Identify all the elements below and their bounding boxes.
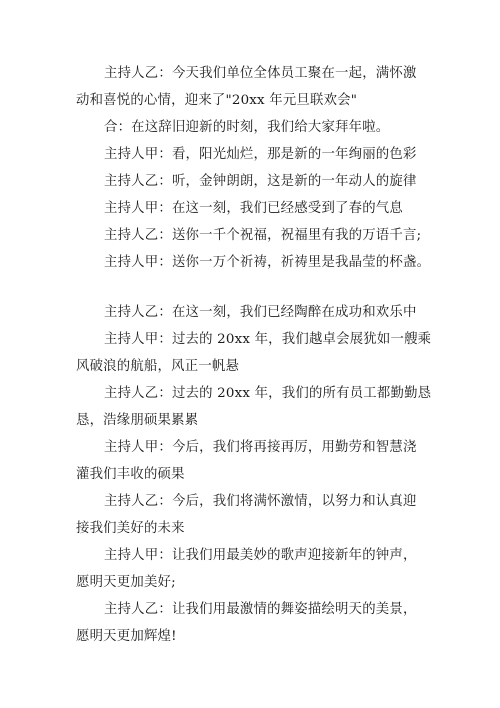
script-line: 主持人甲：今后，我们将再接再厉，用勤劳和智慧浇 [104,440,417,455]
script-line: 合：在这辞旧迎新的时刻，我们给大家拜年啦。 [104,120,390,135]
script-line: 动和喜悦的心情，迎来了"20xx 年元旦联欢会" [76,93,358,108]
script-line: 主持人乙：过去的 20xx 年，我们的所有员工都勤勤恳 [104,386,432,401]
script-line: 主持人甲：让我们用最美妙的歌声迎接新年的钟声， [104,548,417,563]
script-line: 接我们美好的未来 [76,521,185,536]
script-line: 灌我们丰收的硕果 [76,467,185,482]
script-line: 风破浪的航船，风正一帆悬 [76,359,240,374]
script-line: 恳，浩缘朋硕果累累 [76,413,199,428]
script-line: 主持人乙：送你一千个祝福，祝福里有我的万语千言; [104,228,422,243]
script-line: 愿明天更加美好; [76,575,176,590]
script-line: 主持人乙：今天我们单位全体员工聚在一起，满怀激 [104,66,417,81]
script-line: 主持人乙：让我们用最激情的舞姿描绘明天的美景， [104,602,417,617]
script-line: 主持人甲：送你一万个祈祷，祈祷里是我晶莹的杯盏。 [104,255,431,270]
script-line: 愿明天更加辉煌! [76,629,177,644]
script-line: 主持人乙：听，金钟朗朗，这是新的一年动人的旋律 [104,174,417,189]
script-line: 主持人甲：过去的 20xx 年，我们越卓会展犹如一艘乘 [104,332,432,347]
script-line: 主持人甲：看，阳光灿烂，那是新的一年绚丽的色彩 [104,147,417,162]
script-line: 主持人乙：今后，我们将满怀激情，以努力和认真迎 [104,494,417,509]
script-line: 主持人甲：在这一刻，我们已经感受到了春的气息 [104,201,403,216]
script-line: 主持人乙：在这一刻，我们已经陶醉在成功和欢乐中 [104,305,417,320]
